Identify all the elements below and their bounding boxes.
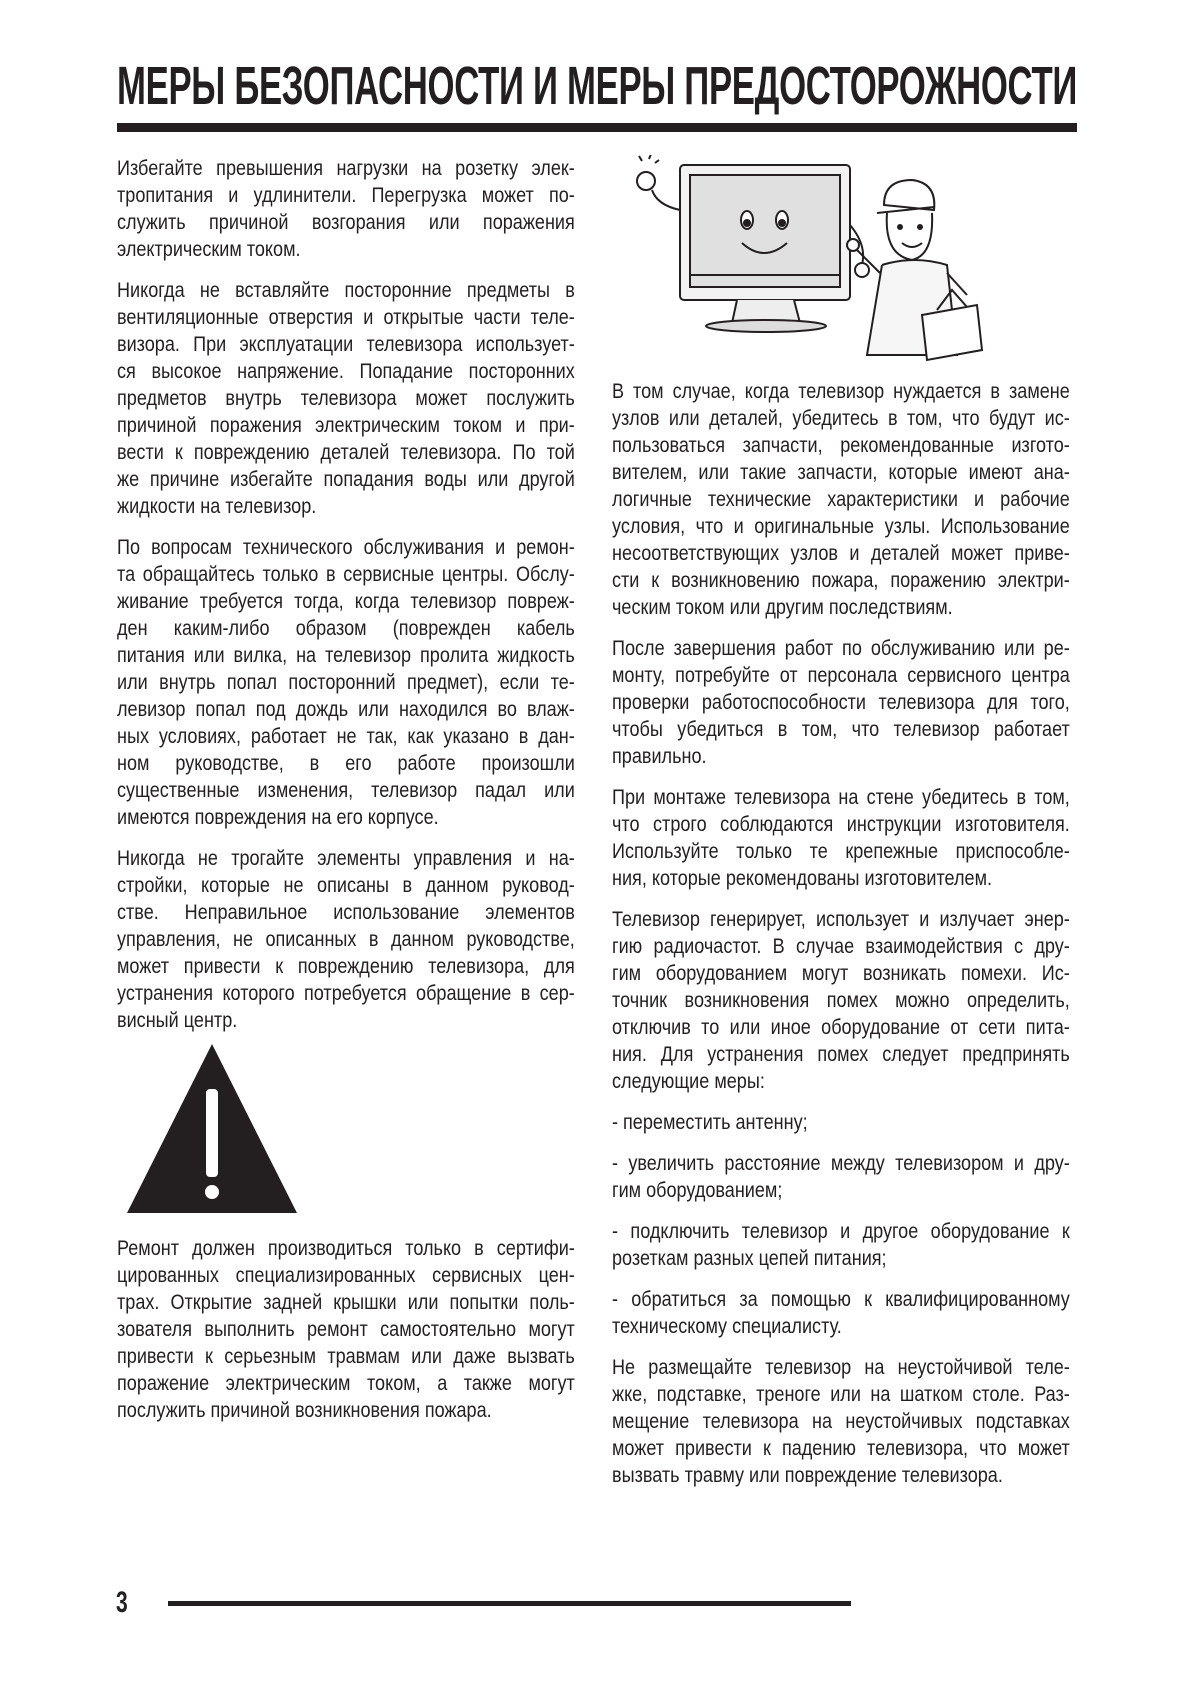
paragraph xyxy=(612,784,1070,892)
text-line: жидкости на телевизор. xyxy=(117,494,317,518)
text-line: питания или вилка, на телевизор пролита жидкость xyxy=(117,643,575,667)
text-line: привести к серьезным травмам или даже вызвать xyxy=(117,1344,575,1368)
text-line: послужить причиной возникновения пожара. xyxy=(117,1398,492,1422)
footer-rule xyxy=(168,1601,851,1606)
text-line: ся высокое напряжение. Попадание посторонних xyxy=(117,359,575,383)
text-line: - подключить телевизор и другое оборудование к xyxy=(612,1219,1070,1243)
text-line: условия, что и оригинальные узлы. Использование xyxy=(612,514,1070,538)
text-line: имеются повреждения на его корпусе. xyxy=(117,805,439,829)
text-line: ния, которые рекомендованы изготовителем. xyxy=(612,866,993,890)
text-line: цированных специализированных сервисных цен- xyxy=(117,1263,575,1287)
text-line: Телевизор генерирует, использует и излучает энер- xyxy=(612,907,1070,931)
text-line: та обращайтесь только в сервисные центры. Обслу- xyxy=(117,562,575,586)
text-line: стве. Неправильное использование элементов xyxy=(117,900,575,924)
text-line: - переместить антенну; xyxy=(612,1110,808,1134)
text-line: поражение электрическим током, а также могут xyxy=(117,1371,575,1395)
text-line: После завершения работ по обслуживанию или ре- xyxy=(612,636,1070,660)
text-line: электрическим током. xyxy=(117,237,301,261)
text-line: ном руководстве, в его работе произошли xyxy=(117,751,575,775)
paragraph xyxy=(117,155,575,263)
text-line: следующие меры: xyxy=(612,1069,765,1093)
text-line: Не размещайте телевизор на неустойчивой теле- xyxy=(612,1355,1070,1379)
text-line: правильно. xyxy=(612,744,707,768)
title-underline xyxy=(117,123,1077,132)
text-line: ных условиях, работает не так, как указано в дан- xyxy=(117,724,575,748)
paragraph xyxy=(612,1109,1070,1136)
text-line: стройки, которые не описаны в данном руковод- xyxy=(117,873,575,897)
right-column-text xyxy=(612,378,1070,1503)
text-line: гим оборудованием могут возникать помехи. Ис- xyxy=(612,961,1070,985)
text-line: существенные изменения, телевизор падал или xyxy=(117,778,575,802)
text-line: По вопросам технического обслуживания и ремон- xyxy=(117,535,575,559)
text-line: Ремонт должен производиться только в сертифи- xyxy=(117,1236,575,1260)
text-line: вителем, или такие запчасти, которые имеют ана- xyxy=(612,460,1070,484)
text-line: Используйте только те крепежные приспособле- xyxy=(612,839,1070,863)
paragraph xyxy=(117,277,575,520)
text-line: же причине избегайте попадания воды или другой xyxy=(117,467,575,491)
text-line: причиной поражения электрическим током и при- xyxy=(117,413,575,437)
text-line: розеткам разных цепей питания; xyxy=(612,1246,887,1270)
paragraph xyxy=(612,1150,1070,1204)
text-line: отключив то или иное оборудование от сети пита- xyxy=(612,1015,1070,1039)
text-line: логичные технические характеристики и рабочие xyxy=(612,487,1070,511)
text-line: - увеличить расстояние между телевизором и дру- xyxy=(612,1151,1070,1175)
warning-triangle-icon xyxy=(126,1042,298,1214)
text-line: может привести к повреждению телевизора, для xyxy=(117,954,575,978)
paragraph xyxy=(612,378,1070,621)
text-line: проверки работоспособности телевизора для того, xyxy=(612,690,1070,714)
left-column-repair-text xyxy=(117,1235,575,1438)
text-line: служить причиной возгорания или поражения xyxy=(117,210,575,234)
text-line: техническому специалисту. xyxy=(612,1314,842,1338)
text-line: или внутрь попал посторонний предмет), если те- xyxy=(117,670,575,694)
left-column-text xyxy=(117,155,575,1048)
text-line: жке, подставке, треноге или на шатком столе. Раз- xyxy=(612,1382,1070,1406)
text-line: мещение телевизора на неустойчивых подставках xyxy=(612,1409,1070,1433)
text-line: узлов или деталей, убедитесь в том, что будут ис- xyxy=(612,406,1070,430)
text-line: зователя выполнить ремонт самостоятельно могут xyxy=(117,1317,575,1341)
page-number: 3 xyxy=(116,1586,128,1619)
page-title-container xyxy=(117,58,1077,114)
paragraph xyxy=(117,1235,575,1424)
text-line: визора. При эксплуатации телевизора использует- xyxy=(117,332,575,356)
paragraph xyxy=(612,1286,1070,1340)
text-line: - обратиться за помощью к квалифицированному xyxy=(612,1287,1070,1311)
text-line: ден каким-либо образом (поврежден кабель xyxy=(117,616,575,640)
text-line: пользоваться запчасти, рекомендованные изгото- xyxy=(612,433,1070,457)
text-line: живание требуется тогда, когда телевизор повреж- xyxy=(117,589,575,613)
text-line: вести к повреждению деталей телевизора. По той xyxy=(117,440,575,464)
text-line: ния. Для устранения помех следует предпринять xyxy=(612,1042,1070,1066)
text-line: Избегайте превышения нагрузки на розетку элек- xyxy=(117,156,575,180)
text-line: тропитания и удлинители. Перегрузка может по- xyxy=(117,183,575,207)
text-line: вызвать травму или повреждение телевизора. xyxy=(612,1463,1003,1487)
page-title: МЕРЫ БЕЗОПАСНОСТИ И МЕРЫ ПРЕДОСТОРОЖНОСТИ xyxy=(117,56,1077,116)
text-line: При монтаже телевизора на стене убедитесь в том, xyxy=(612,785,1070,809)
paragraph xyxy=(117,534,575,831)
paragraph xyxy=(612,1354,1070,1489)
text-line: В том случае, когда телевизор нуждается в замене xyxy=(612,379,1070,403)
text-line: левизор попал под дождь или находился во влаж- xyxy=(117,697,575,721)
paragraph xyxy=(612,635,1070,770)
text-line: монту, потребуйте от персонала сервисного центра xyxy=(612,663,1070,687)
text-line: вентиляционные отверстия и открытые части теле- xyxy=(117,305,575,329)
text-line: управления, не описанных в данном руководстве, xyxy=(117,927,575,951)
text-line: может привести к падению телевизора, что может xyxy=(612,1436,1070,1460)
text-line: чтобы убедиться в том, что телевизор работает xyxy=(612,717,1070,741)
tv-and-technician-illustration xyxy=(622,155,987,365)
text-line: Никогда не трогайте элементы управления и на- xyxy=(117,846,575,870)
text-line: точник возникновения помех можно определить, xyxy=(612,988,1070,1012)
paragraph xyxy=(612,1218,1070,1272)
text-line: устранения которого потребуется обращение в сер- xyxy=(117,981,575,1005)
text-line: трах. Открытие задней крышки или попытки поль- xyxy=(117,1290,575,1314)
text-line: несоответствующих узлов и деталей может приве- xyxy=(612,541,1070,565)
text-line: сти к возникновению пожара, поражению электри- xyxy=(612,568,1070,592)
text-line: Никогда не вставляйте посторонние предметы в xyxy=(117,278,575,302)
paragraph xyxy=(117,845,575,1034)
text-line: гию радиочастот. В случае взаимодействия с дру- xyxy=(612,934,1070,958)
text-line: гим оборудованием; xyxy=(612,1178,783,1202)
text-line: ческим током или другим последствиям. xyxy=(612,595,953,619)
text-line: что строго соблюдаются инструкции изготовителя. xyxy=(612,812,1070,836)
text-line: предметов внутрь телевизора может послужить xyxy=(117,386,575,410)
text-line: висный центр. xyxy=(117,1008,238,1032)
paragraph xyxy=(612,906,1070,1095)
